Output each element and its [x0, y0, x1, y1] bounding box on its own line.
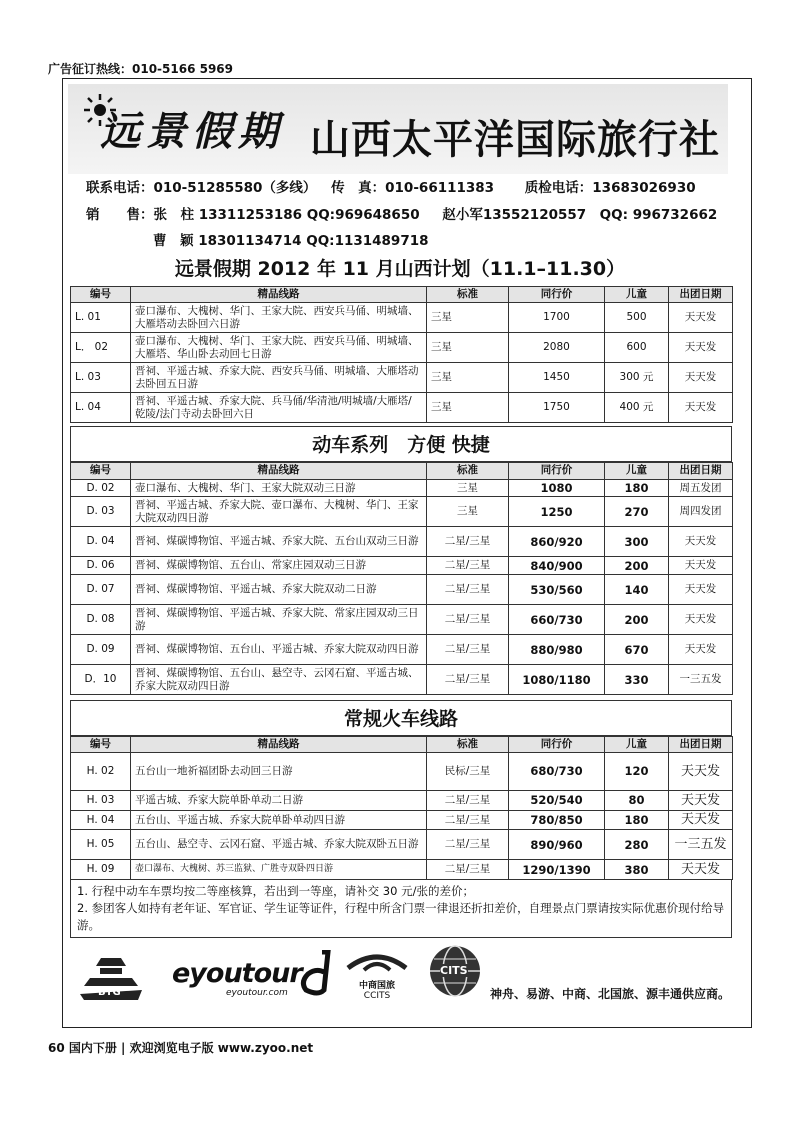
table-row [71, 497, 733, 527]
ccits-logo-en: CCITS [363, 991, 391, 1001]
route-date: 天天发 [669, 753, 733, 791]
route-code: H. 09 [71, 860, 131, 880]
route-code: D. 02 [71, 480, 131, 497]
sales-contact-3: 曹 颖 18301134714 QQ:1131489718 [153, 233, 429, 249]
notes-box [70, 879, 732, 938]
route-price: 1750 [509, 393, 605, 423]
route-code: L. 03 [71, 363, 131, 393]
route-desc: 晋祠、平遥古城、乔家大院、兵马俑/华清池/明城墙/大雁塔/乾陵/法门寺动去卧回六日 [131, 393, 427, 423]
header-date: 出团日期 [669, 737, 733, 753]
route-child-price: 140 [605, 575, 669, 605]
route-date: 天天发 [669, 333, 733, 363]
header-route: 精品线路 [131, 287, 427, 303]
route-code: H. 03 [71, 791, 131, 811]
route-date: 一三五发 [669, 665, 733, 695]
table-row [71, 303, 733, 333]
route-date: 天天发 [669, 557, 733, 575]
header-code: 编号 [71, 463, 131, 480]
phone-label: 联系电话： [86, 180, 154, 196]
route-price: 860/920 [509, 527, 605, 557]
phone-value: 010-51285580（多线） [153, 180, 317, 196]
route-child-price: 280 [605, 830, 669, 860]
header-child: 儿童 [605, 737, 669, 753]
route-standard: 二星/三星 [427, 791, 509, 811]
route-date: 天天发 [669, 393, 733, 423]
route-date: 天天发 [669, 811, 733, 830]
route-code: L. 04 [71, 393, 131, 423]
header-route: 精品线路 [131, 737, 427, 753]
table-row [71, 860, 733, 880]
agency-name: 山西太平洋国际旅行社 [310, 116, 720, 163]
btg-logo [76, 950, 146, 1002]
route-price: 890/960 [509, 830, 605, 860]
table-row [71, 791, 733, 811]
header-code: 编号 [71, 287, 131, 303]
route-desc: 晋祠、煤碳博物馆、五台山、常家庄园双动三日游 [131, 557, 427, 575]
header-date: 出团日期 [669, 287, 733, 303]
fax-value: 010-66111383 [385, 180, 495, 196]
table-row [71, 363, 733, 393]
route-code: H. 02 [71, 753, 131, 791]
contact-line-2 [86, 203, 717, 223]
route-child-price: 80 [605, 791, 669, 811]
route-price: 1450 [509, 363, 605, 393]
route-price: 1290/1390 [509, 860, 605, 880]
qc-value: 13683026930 [592, 180, 696, 196]
sales-contact-1: 张 柱 13311253186 QQ:969648650 [153, 207, 420, 223]
eyoutour-logo-text: eyoutour [172, 958, 302, 989]
plan-table-section-2 [70, 462, 733, 695]
route-price: 2080 [509, 333, 605, 363]
header-price: 同行价 [509, 287, 605, 303]
eyoutour-logo [172, 958, 332, 1004]
brand-script-logo: 远景假期 [100, 108, 284, 155]
route-desc: 晋祠、煤碳博物馆、五台山、悬空寺、云冈石窟、平遥古城、乔家大院双动四日游 [131, 665, 427, 695]
route-date: 天天发 [669, 575, 733, 605]
note-item: 2. 参团客人如持有老年证、军官证、学生证等证件，行程中所含门票一律退还折扣差价，自理景点门票请按实际优惠价现付给导游。 [77, 901, 725, 932]
fax-label: 传 真： [331, 180, 386, 196]
ccits-logo-cn: 中商国旅 [358, 981, 395, 991]
route-date: 天天发 [669, 363, 733, 393]
route-child-price: 180 [605, 480, 669, 497]
route-date: 周四发团 [669, 497, 733, 527]
route-code: D. 04 [71, 527, 131, 557]
route-child-price: 200 [605, 605, 669, 635]
route-price: 1080 [509, 480, 605, 497]
table-row [71, 557, 733, 575]
route-price: 1080/1180 [509, 665, 605, 695]
route-code: L． 02 [71, 333, 131, 363]
table-row [71, 333, 733, 363]
route-standard: 二星/三星 [427, 527, 509, 557]
route-code: D. 07 [71, 575, 131, 605]
route-child-price: 380 [605, 860, 669, 880]
table-row [71, 605, 733, 635]
route-child-price: 330 [605, 665, 669, 695]
plan-table-section-1 [70, 286, 733, 423]
route-standard: 三星 [427, 303, 509, 333]
route-code: D．10 [71, 665, 131, 695]
route-standard: 二星/三星 [427, 605, 509, 635]
route-child-price: 670 [605, 635, 669, 665]
table-row [71, 830, 733, 860]
route-date: 天天发 [669, 303, 733, 333]
route-desc: 五台山、平遥古城、乔家大院单卧单动四日游 [131, 811, 427, 830]
ccits-wave-icon [342, 950, 412, 974]
route-date: 天天发 [669, 605, 733, 635]
route-standard: 三星 [427, 363, 509, 393]
section-title-train: 常规火车线路 [70, 700, 732, 736]
route-date: 周五发团 [669, 480, 733, 497]
route-desc: 晋祠、煤碳博物馆、平遥古城、乔家大院、五台山双动三日游 [131, 527, 427, 557]
route-child-price: 500 [605, 303, 669, 333]
route-price: 1700 [509, 303, 605, 333]
route-desc: 晋祠、煤碳博物馆、平遥古城、乔家大院、常家庄园双动三日游 [131, 605, 427, 635]
route-price: 780/850 [509, 811, 605, 830]
eyoutour-url: eyoutour.com [226, 988, 288, 998]
route-desc: 壶口瀑布、大槐树、华门、王家大院、西安兵马俑、明城墙、大雁塔、华山卧去动回七日游 [131, 333, 427, 363]
route-standard: 三星 [427, 333, 509, 363]
route-child-price: 600 [605, 333, 669, 363]
route-desc: 晋祠、平遥古城、乔家大院、西安兵马俑、明城墙、大雁塔动去卧回五日游 [131, 363, 427, 393]
page-footer: 60 国内下册 | 欢迎浏览电子版 www.zyoo.net [48, 1041, 314, 1055]
eyoutour-d-icon [298, 950, 332, 996]
table-row [71, 527, 733, 557]
header-date: 出团日期 [669, 463, 733, 480]
sales-label: 销 售： [86, 207, 154, 223]
route-child-price: 180 [605, 811, 669, 830]
plan-table-section-3 [70, 736, 733, 880]
route-code: H. 05 [71, 830, 131, 860]
route-standard: 二星/三星 [427, 635, 509, 665]
qc-label: 质检电话： [524, 180, 593, 196]
route-child-price: 270 [605, 497, 669, 527]
header-price: 同行价 [509, 463, 605, 480]
route-desc: 五台山、悬空寺、云冈石窟、平遥古城、乔家大院双卧五日游 [131, 830, 427, 860]
table-row [71, 575, 733, 605]
route-child-price: 200 [605, 557, 669, 575]
cits-logo [428, 944, 482, 998]
ccits-logo [342, 950, 412, 1002]
header-price: 同行价 [509, 737, 605, 753]
table-row [71, 480, 733, 497]
route-standard: 二星/三星 [427, 575, 509, 605]
route-standard: 二星/三星 [427, 830, 509, 860]
route-price: 680/730 [509, 753, 605, 791]
route-code: D. 08 [71, 605, 131, 635]
route-price: 520/540 [509, 791, 605, 811]
table-row [71, 811, 733, 830]
route-desc: 五台山一地祈福团卧去动回三日游 [131, 753, 427, 791]
route-standard: 二星/三星 [427, 665, 509, 695]
route-desc: 壶口瀑布、大槐树、苏三监狱、广胜寺双卧四日游 [131, 860, 427, 880]
route-date: 天天发 [669, 791, 733, 811]
route-code: L. 01 [71, 303, 131, 333]
route-standard: 三星 [427, 480, 509, 497]
table-row [71, 635, 733, 665]
route-standard: 民标/三星 [427, 753, 509, 791]
route-date: 天天发 [669, 635, 733, 665]
page-title: 远景假期 2012 年 11 月山西计划（11.1–11.30） [174, 258, 626, 280]
route-desc: 壶口瀑布、大槐树、华门、王家大院双动三日游 [131, 480, 427, 497]
partner-list: 神舟、易游、中商、北国旅、源丰通供应商。 [490, 987, 731, 1001]
header-standard: 标准 [427, 737, 509, 753]
route-code: D. 09 [71, 635, 131, 665]
contact-line-1 [86, 176, 696, 196]
route-child-price: 300 元 [605, 363, 669, 393]
header-standard: 标准 [427, 287, 509, 303]
route-desc: 晋祠、平遥古城、乔家大院、壶口瀑布、大槐树、华门、王家大院双动四日游 [131, 497, 427, 527]
route-desc: 壶口瀑布、大槐树、华门、王家大院、西安兵马俑、明城墙、大雁塔动去卧回六日游 [131, 303, 427, 333]
table-header-row [71, 287, 733, 303]
ad-hotline: 广告征订热线：010-5166 5969 [48, 62, 234, 76]
route-desc: 晋祠、煤碳博物馆、五台山、平遥古城、乔家大院双动四日游 [131, 635, 427, 665]
route-price: 660/730 [509, 605, 605, 635]
btg-logo-text: BTG [98, 987, 121, 998]
header-child: 儿童 [605, 287, 669, 303]
route-child-price: 300 [605, 527, 669, 557]
route-standard: 二星/三星 [427, 860, 509, 880]
route-price: 1250 [509, 497, 605, 527]
header-child: 儿童 [605, 463, 669, 480]
route-child-price: 400 元 [605, 393, 669, 423]
cits-logo-text: CITS [440, 964, 468, 977]
route-standard: 三星 [427, 393, 509, 423]
route-standard: 二星/三星 [427, 811, 509, 830]
section-title-emu: 动车系列 方便 快捷 [70, 426, 732, 462]
route-standard: 三星 [427, 497, 509, 527]
route-price: 840/900 [509, 557, 605, 575]
header-standard: 标准 [427, 463, 509, 480]
route-date: 天天发 [669, 527, 733, 557]
route-child-price: 120 [605, 753, 669, 791]
sales-contact-2: 赵小军13552120557 QQ: 996732662 [442, 207, 718, 223]
contact-line-3 [153, 229, 429, 249]
route-date: 天天发 [669, 860, 733, 880]
table-row [71, 393, 733, 423]
route-desc: 晋祠、煤碳博物馆、平遥古城、乔家大院双动二日游 [131, 575, 427, 605]
route-code: H. 04 [71, 811, 131, 830]
route-date: 一三五发 [669, 830, 733, 860]
route-code: D. 03 [71, 497, 131, 527]
note-item: 1. 行程中动车车票均按二等座核算，若出到一等座，请补交 30 元/张的差价； [77, 884, 474, 898]
table-row [71, 665, 733, 695]
route-price: 880/980 [509, 635, 605, 665]
table-row [71, 753, 733, 791]
header-route: 精品线路 [131, 463, 427, 480]
header-code: 编号 [71, 737, 131, 753]
route-code: D. 06 [71, 557, 131, 575]
table-header-row [71, 737, 733, 753]
route-price: 530/560 [509, 575, 605, 605]
table-header-row [71, 463, 733, 480]
route-standard: 二星/三星 [427, 557, 509, 575]
route-desc: 平遥古城、乔家大院单卧单动二日游 [131, 791, 427, 811]
